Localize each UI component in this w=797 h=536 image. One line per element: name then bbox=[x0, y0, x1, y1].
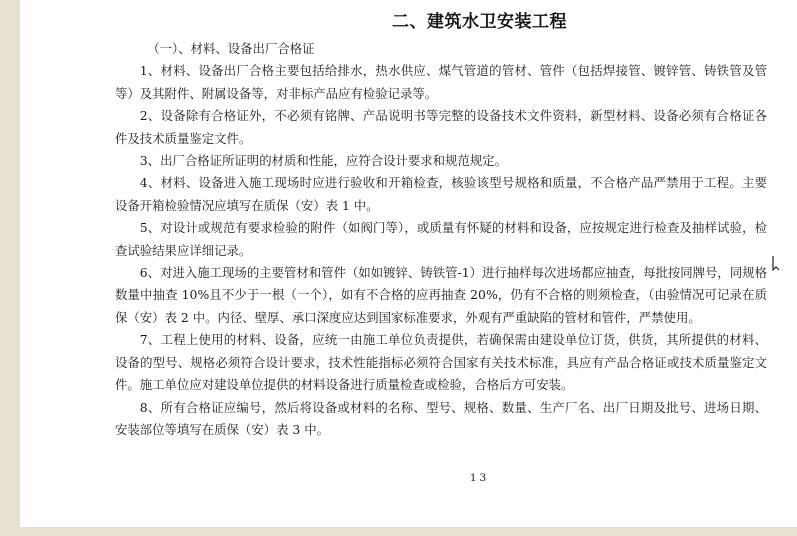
text-cursor-icon bbox=[772, 255, 780, 271]
paragraph-8: 8、所有合格证应编号，然后将设备或材料的名称、型号、规格、数量、生产厂名、出厂日期及批号、进场日期、安装部位等填写在质保（安）表 3 中。 bbox=[115, 399, 767, 437]
page-title: 二、建筑水卫安装工程 bbox=[392, 12, 567, 32]
paragraph-6: 6、对进入施工现场的主要管材和管件（如如镀锌、铸铁管-1）进行抽样每次进场都应抽查，每批按同牌号，同规格数量中抽查 10%且不少于一根（一个），如有不合格的应再抽查 20%，仍有不合格的则须检查，（由验情况可记录在质保（安）表 2 中。内径、壁厚、承口深度应达到国家标准要求，外观有严重缺陷的管材和管件，严禁使用。 bbox=[115, 265, 767, 325]
paragraph-1: 1、材料、设备出厂合格主要包括给排水，热水供应、煤气管道的管材、管件（包括焊接管、镀锌管、铸铁管及管等）及其附件、附属设备等，对非标产品应有检验记录等。 bbox=[115, 63, 767, 101]
paragraph-2: 2、设备除有合格证外，不必须有铭牌、产品说明书等完整的设备技术文件资料，新型材料、设备必须有合格证各件及技术质量鉴定文件。 bbox=[115, 108, 767, 146]
paragraph-5: 5、对设计或规范有要求检验的附件（如阀门等），或质量有怀疑的材料和设备，应按规定进行检查及抽样试验，检查试验结果应详细记录。 bbox=[115, 220, 767, 258]
document-body bbox=[115, 38, 767, 441]
page-number: 13 bbox=[469, 472, 490, 484]
paragraph-7: 7、工程上使用的材料、设备，应统一由施工单位负责提供，若确保需由建设单位订货，供货，其所提供的材料、设备的型号、规格必须符合设计要求，技术性能指标必须符合国家有关技术标准，具应有产品合格证或技术质量鉴定文件。施工单位应对建设单位提供的材料设备进行质量检查或检验，合格后方可安装。 bbox=[115, 332, 767, 393]
document-page bbox=[20, 0, 797, 527]
section-heading: （一）、材料、设备出厂合格证 bbox=[147, 41, 315, 56]
paragraph-4: 4、材料、设备进入施工现场时应进行验收和开箱检查，核验该型号规格和质量，不合格产品严禁用于工程。主要设备开箱检验情况应填写在质保（安）表 1 中。 bbox=[115, 175, 767, 213]
page-bottom-edge bbox=[20, 527, 797, 536]
paragraph-3: 3、出厂合格证所证明的材质和性能，应符合设计要求和规范规定。 bbox=[139, 153, 508, 169]
